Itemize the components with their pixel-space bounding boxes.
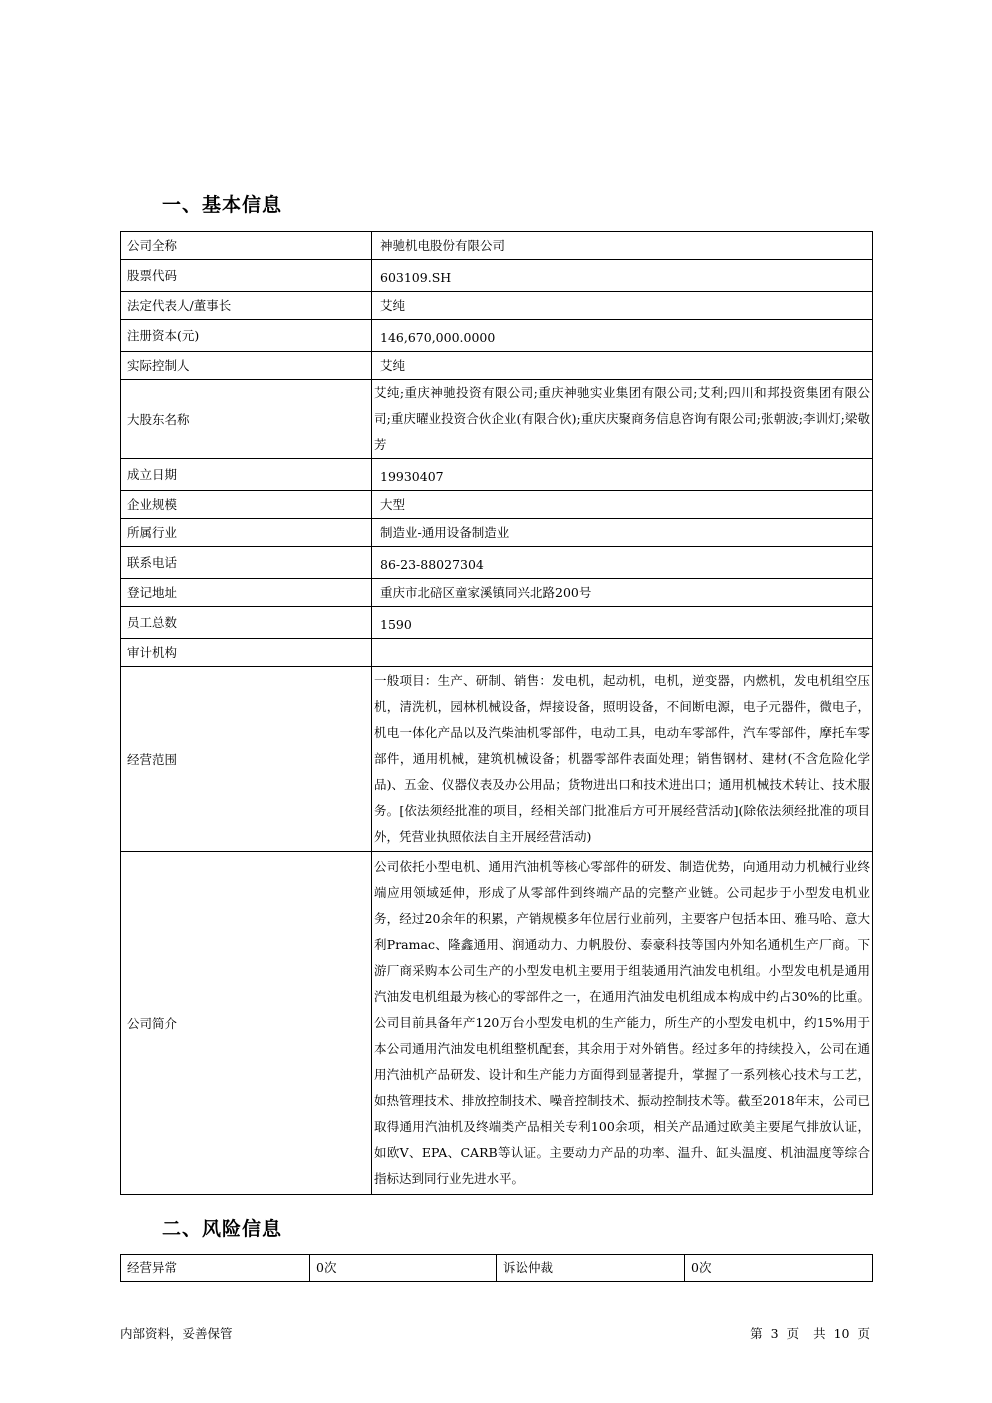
row-value: 大型	[372, 491, 873, 519]
row-label: 股票代码	[121, 260, 372, 292]
table-row	[121, 320, 873, 352]
basic-info-table	[120, 231, 873, 1195]
row-value: 1590	[372, 607, 873, 639]
row-value: 神驰机电股份有限公司	[372, 232, 873, 260]
row-label: 诉讼仲裁	[497, 1255, 685, 1282]
table-row	[121, 352, 873, 380]
row-label: 企业规模	[121, 491, 372, 519]
page-unit: 页	[786, 1326, 800, 1341]
table-row	[121, 667, 873, 852]
row-label: 联系电话	[121, 547, 372, 579]
table-row	[121, 547, 873, 579]
row-value: 603109.SH	[372, 260, 873, 292]
row-label: 经营范围	[121, 667, 372, 852]
row-value: 一般项目：生产、研制、销售：发电机，起动机，电机，逆变器，内燃机，发电机组空压机，清洗机，园林机械设备，焊接设备，照明设备，不间断电源，电子元器件，微电子，机电一体化产品以及汽柴油机零部件，电动工具，电动车零部件，汽车零部件，摩托车零部件，通用机械，建筑机械设备；机器零部件表面处理；销售钢材、建材(不含危险化学品)、五金、仪器仪表及办公用品；货物进出口和技术进出口；通用机械技术转让、技术服务。[依法须经批准的项目，经相关部门批准后方可开展经营活动](除依法须经批准的项目外，凭营业执照依法自主开展经营活动)	[372, 667, 873, 852]
table-row	[121, 292, 873, 320]
page-prefix: 第	[750, 1326, 763, 1341]
row-value: 146,670,000.0000	[372, 320, 873, 352]
page-current: 3	[770, 1326, 779, 1341]
row-value: 艾纯	[372, 292, 873, 320]
row-value: 0次	[310, 1255, 497, 1282]
row-label: 公司简介	[121, 852, 372, 1195]
row-value: 重庆市北碚区童家溪镇同兴北路200号	[372, 579, 873, 607]
table-row	[121, 639, 873, 667]
table-row	[121, 260, 873, 292]
row-value: 0次	[685, 1255, 873, 1282]
row-value: 86-23-88027304	[372, 547, 873, 579]
row-label: 注册资本(元)	[121, 320, 372, 352]
row-value: 制造业-通用设备制造业	[372, 519, 873, 547]
table-row	[121, 852, 873, 1195]
row-value: 艾纯	[372, 352, 873, 380]
row-value: 艾纯;重庆神驰投资有限公司;重庆神驰实业集团有限公司;艾利;四川和邦投资集团有限公司;重庆曜业投资合伙企业(有限合伙);重庆庆聚商务信息咨询有限公司;张朝波;李训灯;梁敬芳	[372, 380, 873, 459]
row-label: 经营异常	[121, 1255, 310, 1282]
table-row	[121, 1255, 873, 1282]
table-row	[121, 519, 873, 547]
row-label: 实际控制人	[121, 352, 372, 380]
table-row	[121, 607, 873, 639]
row-label: 员工总数	[121, 607, 372, 639]
row-value	[372, 639, 873, 667]
total-prefix: 共	[813, 1326, 826, 1341]
row-label: 大股东名称	[121, 380, 372, 459]
row-label: 公司全称	[121, 232, 372, 260]
row-value: 19930407	[372, 459, 873, 491]
footer-note: 内部资料，妥善保管	[120, 1326, 233, 1341]
row-label: 法定代表人/董事长	[121, 292, 372, 320]
total-unit: 页	[857, 1326, 870, 1341]
table-row	[121, 380, 873, 459]
row-label: 所属行业	[121, 519, 372, 547]
table-row	[121, 579, 873, 607]
row-value: 公司依托小型电机、通用汽油机等核心零部件的研发、制造优势，向通用动力机械行业终端应用领域延伸，形成了从零部件到终端产品的完整产业链。公司起步于小型发电机业务，经过20余年的积累，产销规模多年位居行业前列，主要客户包括本田、雅马哈、意大利Pramac、隆鑫通用、润通动力、力帆股份、泰豪科技等国内外知名通机生产厂商。下游厂商采购本公司生产的小型发电机主要用于组装通用汽油发电机组。小型发电机是通用汽油发电机组最为核心的零部件之一，在通用汽油发电机组成本构成中约占30%的比重。公司目前具备年产120万台小型发电机的生产能力，所生产的小型发电机中，约15%用于本公司通用汽油发电机组整机配套，其余用于对外销售。经过多年的持续投入，公司在通用汽油机产品研发、设计和生产能力方面得到显著提升，掌握了一系列核心技术与工艺，如热管理技术、排放控制技术、噪音控制技术、振动控制技术等。截至2018年末，公司已取得通用汽油机及终端类产品相关专利100余项，相关产品通过欧美主要尾气排放认证，如欧V、EPA、CARB等认证。主要动力产品的功率、温升、缸头温度、机油温度等综合指标达到同行业先进水平。	[372, 852, 873, 1195]
section-title-risk-info: 二、风险信息	[162, 1218, 283, 1240]
risk-info-table	[120, 1254, 873, 1282]
page-total: 10	[833, 1326, 850, 1341]
section-title-basic-info: 一、基本信息	[162, 194, 283, 216]
table-row	[121, 232, 873, 260]
row-label: 成立日期	[121, 459, 372, 491]
table-row	[121, 491, 873, 519]
table-row	[121, 459, 873, 491]
page-number	[748, 1324, 872, 1342]
row-label: 登记地址	[121, 579, 372, 607]
row-label: 审计机构	[121, 639, 372, 667]
